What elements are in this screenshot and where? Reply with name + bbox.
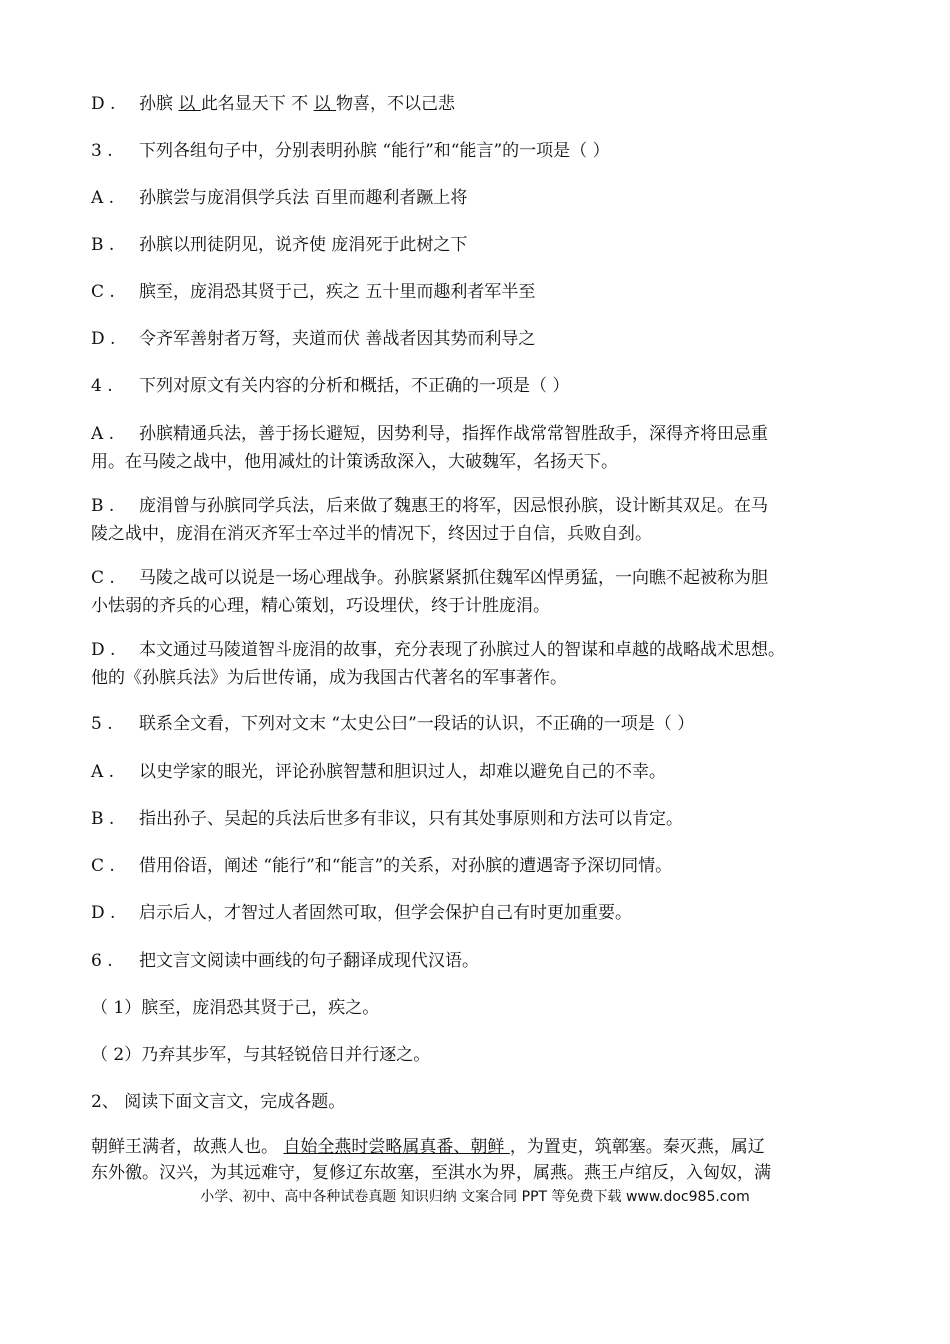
question-6: 6 . 把文言文阅读中画线的句子翻译成现代汉语。: [91, 951, 479, 971]
d1-option: D . 孙膑 以 此名显天下 不 以 物喜，不以己悲: [91, 94, 456, 114]
question-4: 4 . 下列对原文有关内容的分析和概括，不正确的一项是（ ）: [91, 376, 570, 396]
passage-line-2: 东外徼。汉兴，为其远难守，复修辽东故塞，至淇水为界，属燕。燕王卢绾反，入匈奴，满: [91, 1163, 771, 1183]
q3-option-c: C . 膑至，庞涓恐其贤于己，疾之 五十里而趣利者军半至: [91, 282, 536, 302]
underlined-sentence: 自始全燕时尝略属真番、朝鲜: [283, 1137, 510, 1157]
q3-option-a: A . 孙膑尝与庞涓俱学兵法 百里而趣利者蹶上将: [91, 188, 468, 208]
q4-option-c-cont: 小怯弱的齐兵的心理，精心策划，巧设埋伏，终于计胜庞涓。: [91, 596, 550, 616]
question-5: 5 . 联系全文看，下列对文末 “太史公曰”一段话的认识，不正确的一项是（ ）: [91, 714, 695, 734]
section-2-heading: 2、 阅读下面文言文，完成各题。: [91, 1092, 346, 1112]
passage-line-1: 朝鲜王满者，故燕人也。 自始全燕时尝略属真番、朝鲜 ，为置吏，筑鄣塞。秦灭燕，属辽: [91, 1137, 765, 1157]
q4-option-b-cont: 陵之战中，庞涓在消灭齐军士卒过半的情况下，终因过于自信，兵败自刭。: [91, 524, 652, 544]
q4-option-b: B . 庞涓曾与孙膑同学兵法，后来做了魏惠王的将军，因忌恨孙膑，设计断其双足。在马: [91, 496, 768, 516]
q6-sub-1: （ 1）膑至，庞涓恐其贤于己，疾之。: [91, 998, 380, 1018]
q4-option-d-cont: 他的《孙膑兵法》为后世传诵，成为我国古代著名的军事著作。: [91, 668, 567, 688]
q5-option-a: A . 以史学家的眼光，评论孙膑智慧和胆识过人，却难以避免自己的不幸。: [91, 762, 666, 782]
q4-option-a-cont: 用。在马陵之战中，他用减灶的计策诱敌深入，大破魏军，名扬天下。: [91, 452, 618, 472]
q4-option-d: D . 本文通过马陵道智斗庞涓的故事，充分表现了孙膑过人的智谋和卓越的战略战术思想。: [91, 640, 785, 660]
q4-option-a: A . 孙膑精通兵法，善于扬长避短，因势利导，指挥作战常常智胜敌手，深得齐将田忌重: [91, 424, 768, 444]
q5-option-c: C . 借用俗语，阐述 “能行”和“能言”的关系，对孙膑的遭遇寄予深切同情。: [91, 856, 673, 876]
question-3: 3 . 下列各组句子中，分别表明孙膑 “能行”和“能言”的一项是（ ）: [91, 141, 610, 161]
q6-sub-2: （ 2）乃弃其步军，与其轻锐倍日并行逐之。: [91, 1045, 431, 1065]
q4-option-c: C . 马陵之战可以说是一场心理战争。孙膑紧紧抓住魏军凶悍勇猛，一向瞧不起被称为胆: [91, 568, 768, 588]
q5-option-d: D . 启示后人，才智过人者固然可取，但学会保护自己有时更加重要。: [91, 903, 632, 923]
q3-option-d: D . 令齐军善射者万弩，夹道而伏 善战者因其势而利导之: [91, 329, 536, 349]
q3-option-b: B . 孙膑以刑徒阴见，说齐使 庞涓死于此树之下: [91, 235, 468, 255]
q5-option-b: B . 指出孙子、吴起的兵法后世多有非议，只有其处事原则和方法可以肯定。: [91, 809, 683, 829]
page-footer: 小学、初中、高中各种试卷真题 知识归纳 文案合同 PPT 等免费下载 www.doc985.com: [200, 1189, 750, 1205]
